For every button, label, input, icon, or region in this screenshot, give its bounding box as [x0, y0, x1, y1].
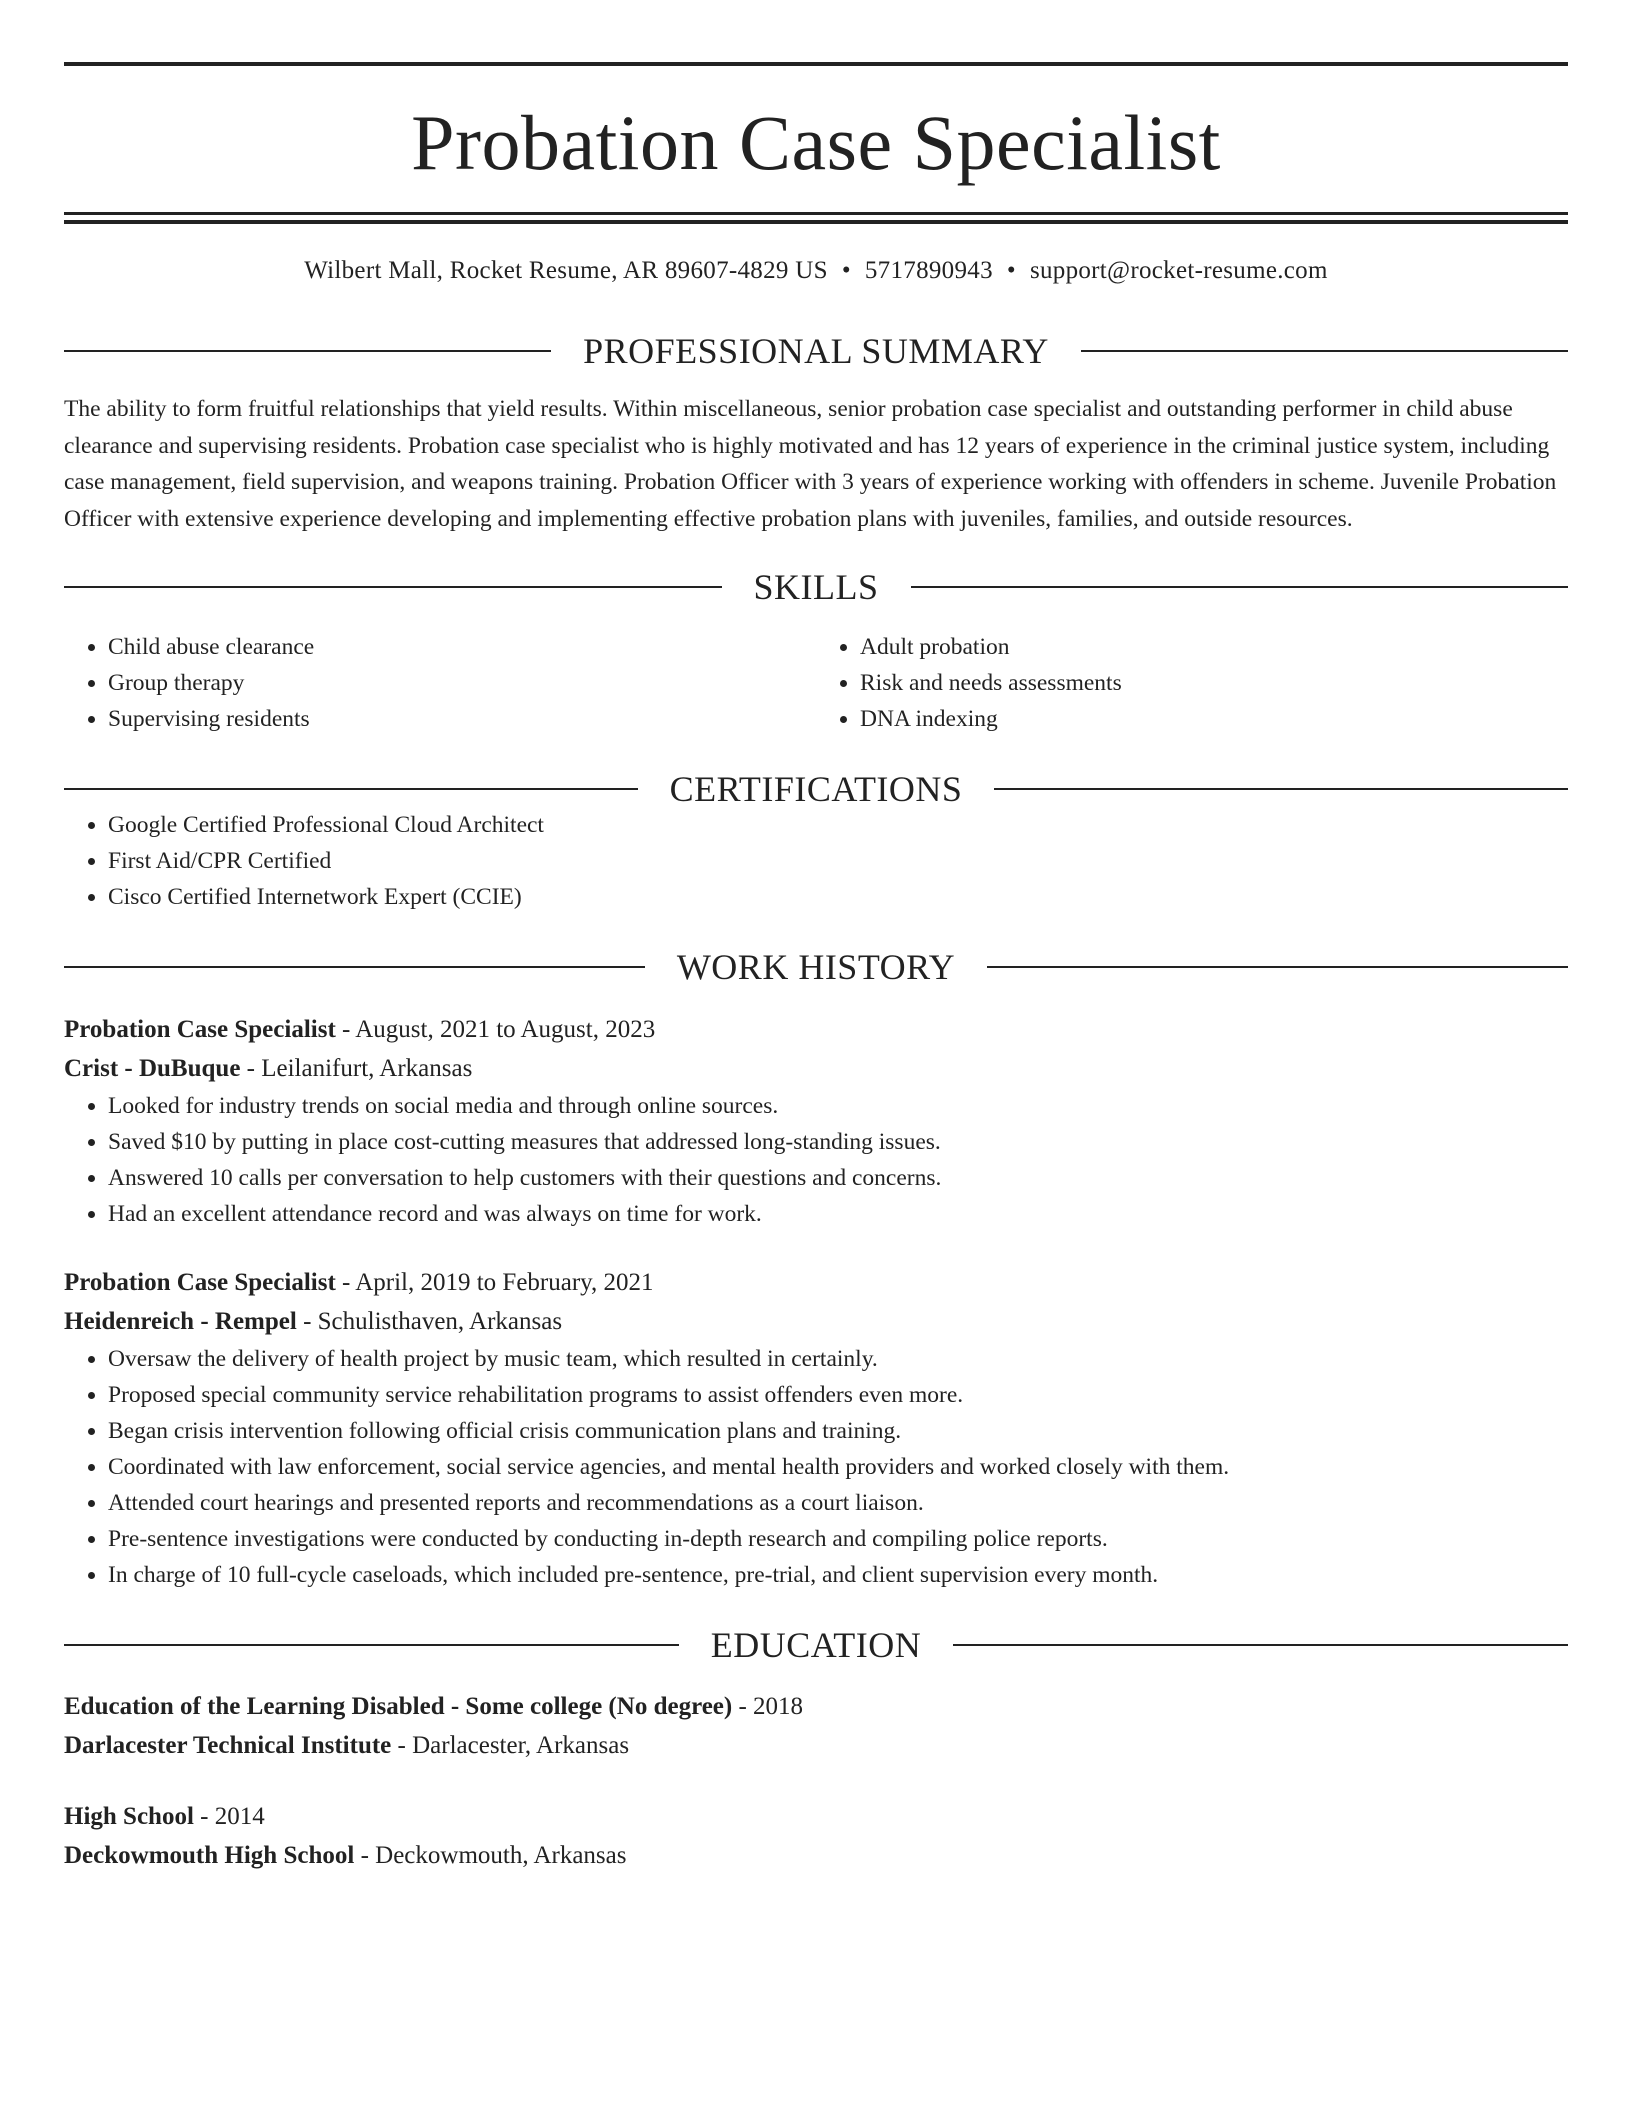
summary-heading-label: PROFESSIONAL SUMMARY	[583, 331, 1049, 371]
education-entry	[64, 1797, 1568, 1875]
heading-rule	[953, 1644, 1568, 1646]
summary-text: The ability to form fruitful relationships that yield results. Within miscellaneous, senior probation case specialist and outstanding performer in child abuse clearance and supervising residents. Probation case specialist who is highly motivated and has 12 years of experience in the criminal justice system, including case management, field supervision, and weapons training. Probation Officer with 3 years of experience working with offenders in scheme. Juvenile Probation Officer with extensive experience developing and implementing effective probation plans with juveniles, families, and outside resources.	[64, 396, 1557, 532]
resume-name: Probation Case Specialist	[411, 99, 1221, 186]
education-degree: Education of the Learning Disabled - Some college (No degree)	[64, 1693, 733, 1720]
job-bullet: • Began crisis intervention following official crisis communication plans and training.	[108, 1413, 1568, 1449]
job-bullet: • Oversaw the delivery of health project by music team, which resulted in certainly.	[108, 1341, 1568, 1377]
education-degree-line	[64, 1797, 1568, 1836]
skills-list	[64, 629, 1568, 737]
certification-item: • First Aid/CPR Certified	[108, 843, 1568, 879]
certifications-heading	[64, 771, 1568, 807]
certifications-list	[64, 807, 1568, 915]
job-company-line	[64, 1049, 1568, 1088]
heading-rule	[994, 788, 1568, 790]
contact-address: Wilbert Mall, Rocket Resume, AR 89607-4829 US	[304, 257, 828, 284]
skill-item: • Supervising residents	[108, 701, 816, 737]
skill-item: • Adult probation	[860, 629, 1568, 665]
heading-rule	[1081, 350, 1568, 352]
job-bullet: • Answered 10 calls per conversation to help customers with their questions and concerns.	[108, 1160, 1568, 1196]
heading-rule	[987, 966, 1568, 968]
skills-heading-label: SKILLS	[753, 567, 879, 607]
education-entry	[64, 1687, 1568, 1765]
job-dates: - August, 2021 to August, 2023	[342, 1016, 656, 1043]
top-rule	[64, 62, 1568, 66]
job-company: Heidenreich - Rempel	[64, 1308, 297, 1335]
heading-rule	[64, 586, 722, 588]
contact-line	[64, 258, 1568, 283]
job-location: - Schulisthaven, Arkansas	[303, 1308, 563, 1335]
job-dates: - April, 2019 to February, 2021	[342, 1269, 654, 1296]
education-school: Deckowmouth High School	[64, 1842, 355, 1869]
job-bullet: • Pre-sentence investigations were conducted by conducting in-depth research and compiling police reports.	[108, 1521, 1568, 1557]
heading-rule	[64, 966, 645, 968]
education-degree: High School	[64, 1803, 194, 1830]
contact-separator: •	[1006, 257, 1016, 284]
skill-item: • Risk and needs assessments	[860, 665, 1568, 701]
job-bullet: • Coordinated with law enforcement, social service agencies, and mental health providers and worked closely with them.	[108, 1449, 1568, 1485]
job-bullets	[64, 1088, 1568, 1232]
heading-rule	[64, 1644, 679, 1646]
job-location: - Leilanifurt, Arkansas	[246, 1055, 473, 1082]
skill-item: • Group therapy	[108, 665, 816, 701]
education-degree-line	[64, 1687, 1568, 1726]
education-school-line	[64, 1836, 1568, 1875]
contact-separator: •	[841, 257, 851, 284]
contact-phone: 5717890943	[864, 257, 993, 284]
certifications-heading-label: CERTIFICATIONS	[669, 769, 963, 809]
education-year: - 2014	[200, 1803, 265, 1830]
job-title: Probation Case Specialist	[64, 1016, 336, 1043]
education-year: - 2018	[738, 1693, 804, 1720]
job-entry	[64, 1010, 1568, 1232]
job-bullets	[64, 1341, 1568, 1593]
double-rule	[64, 212, 1568, 224]
contact-email: support@rocket-resume.com	[1029, 257, 1328, 284]
summary-heading	[64, 333, 1568, 369]
job-title-line	[64, 1010, 1568, 1049]
job-title: Probation Case Specialist	[64, 1269, 336, 1296]
education-location: - Deckowmouth, Arkansas	[360, 1842, 627, 1869]
skill-item: • DNA indexing	[860, 701, 1568, 737]
job-company: Crist - DuBuque	[64, 1055, 241, 1082]
education-heading	[64, 1627, 1568, 1663]
job-title-line	[64, 1263, 1568, 1302]
job-bullet: • Attended court hearings and presented reports and recommendations as a court liaison.	[108, 1485, 1568, 1521]
job-company-line	[64, 1302, 1568, 1341]
heading-rule	[64, 350, 551, 352]
job-bullet: • Looked for industry trends on social media and through online sources.	[108, 1088, 1568, 1124]
education-school-line	[64, 1726, 1568, 1765]
skills-column-right	[816, 629, 1568, 737]
certification-item: • Cisco Certified Internetwork Expert (CCIE)	[108, 879, 1568, 915]
job-bullet: • Had an excellent attendance record and was always on time for work.	[108, 1196, 1568, 1232]
heading-rule	[64, 788, 638, 790]
work-history-heading-label: WORK HISTORY	[676, 947, 956, 987]
education-location: - Darlacester, Arkansas	[397, 1732, 630, 1759]
work-history-heading	[64, 949, 1568, 985]
skills-column-left	[64, 629, 816, 737]
heading-rule	[911, 586, 1569, 588]
education-school: Darlacester Technical Institute	[64, 1732, 392, 1759]
job-bullet: • In charge of 10 full-cycle caseloads, which included pre-sentence, pre-trial, and client supervision every month.	[108, 1557, 1568, 1593]
education-heading-label: EDUCATION	[710, 1625, 922, 1665]
skills-heading	[64, 569, 1568, 605]
certification-item: • Google Certified Professional Cloud Architect	[108, 807, 1568, 843]
skill-item: • Child abuse clearance	[108, 629, 816, 665]
job-bullet: • Proposed special community service rehabilitation programs to assist offenders even more.	[108, 1377, 1568, 1413]
job-entry	[64, 1263, 1568, 1593]
job-bullet: • Saved $10 by putting in place cost-cutting measures that addressed long-standing issues.	[108, 1124, 1568, 1160]
